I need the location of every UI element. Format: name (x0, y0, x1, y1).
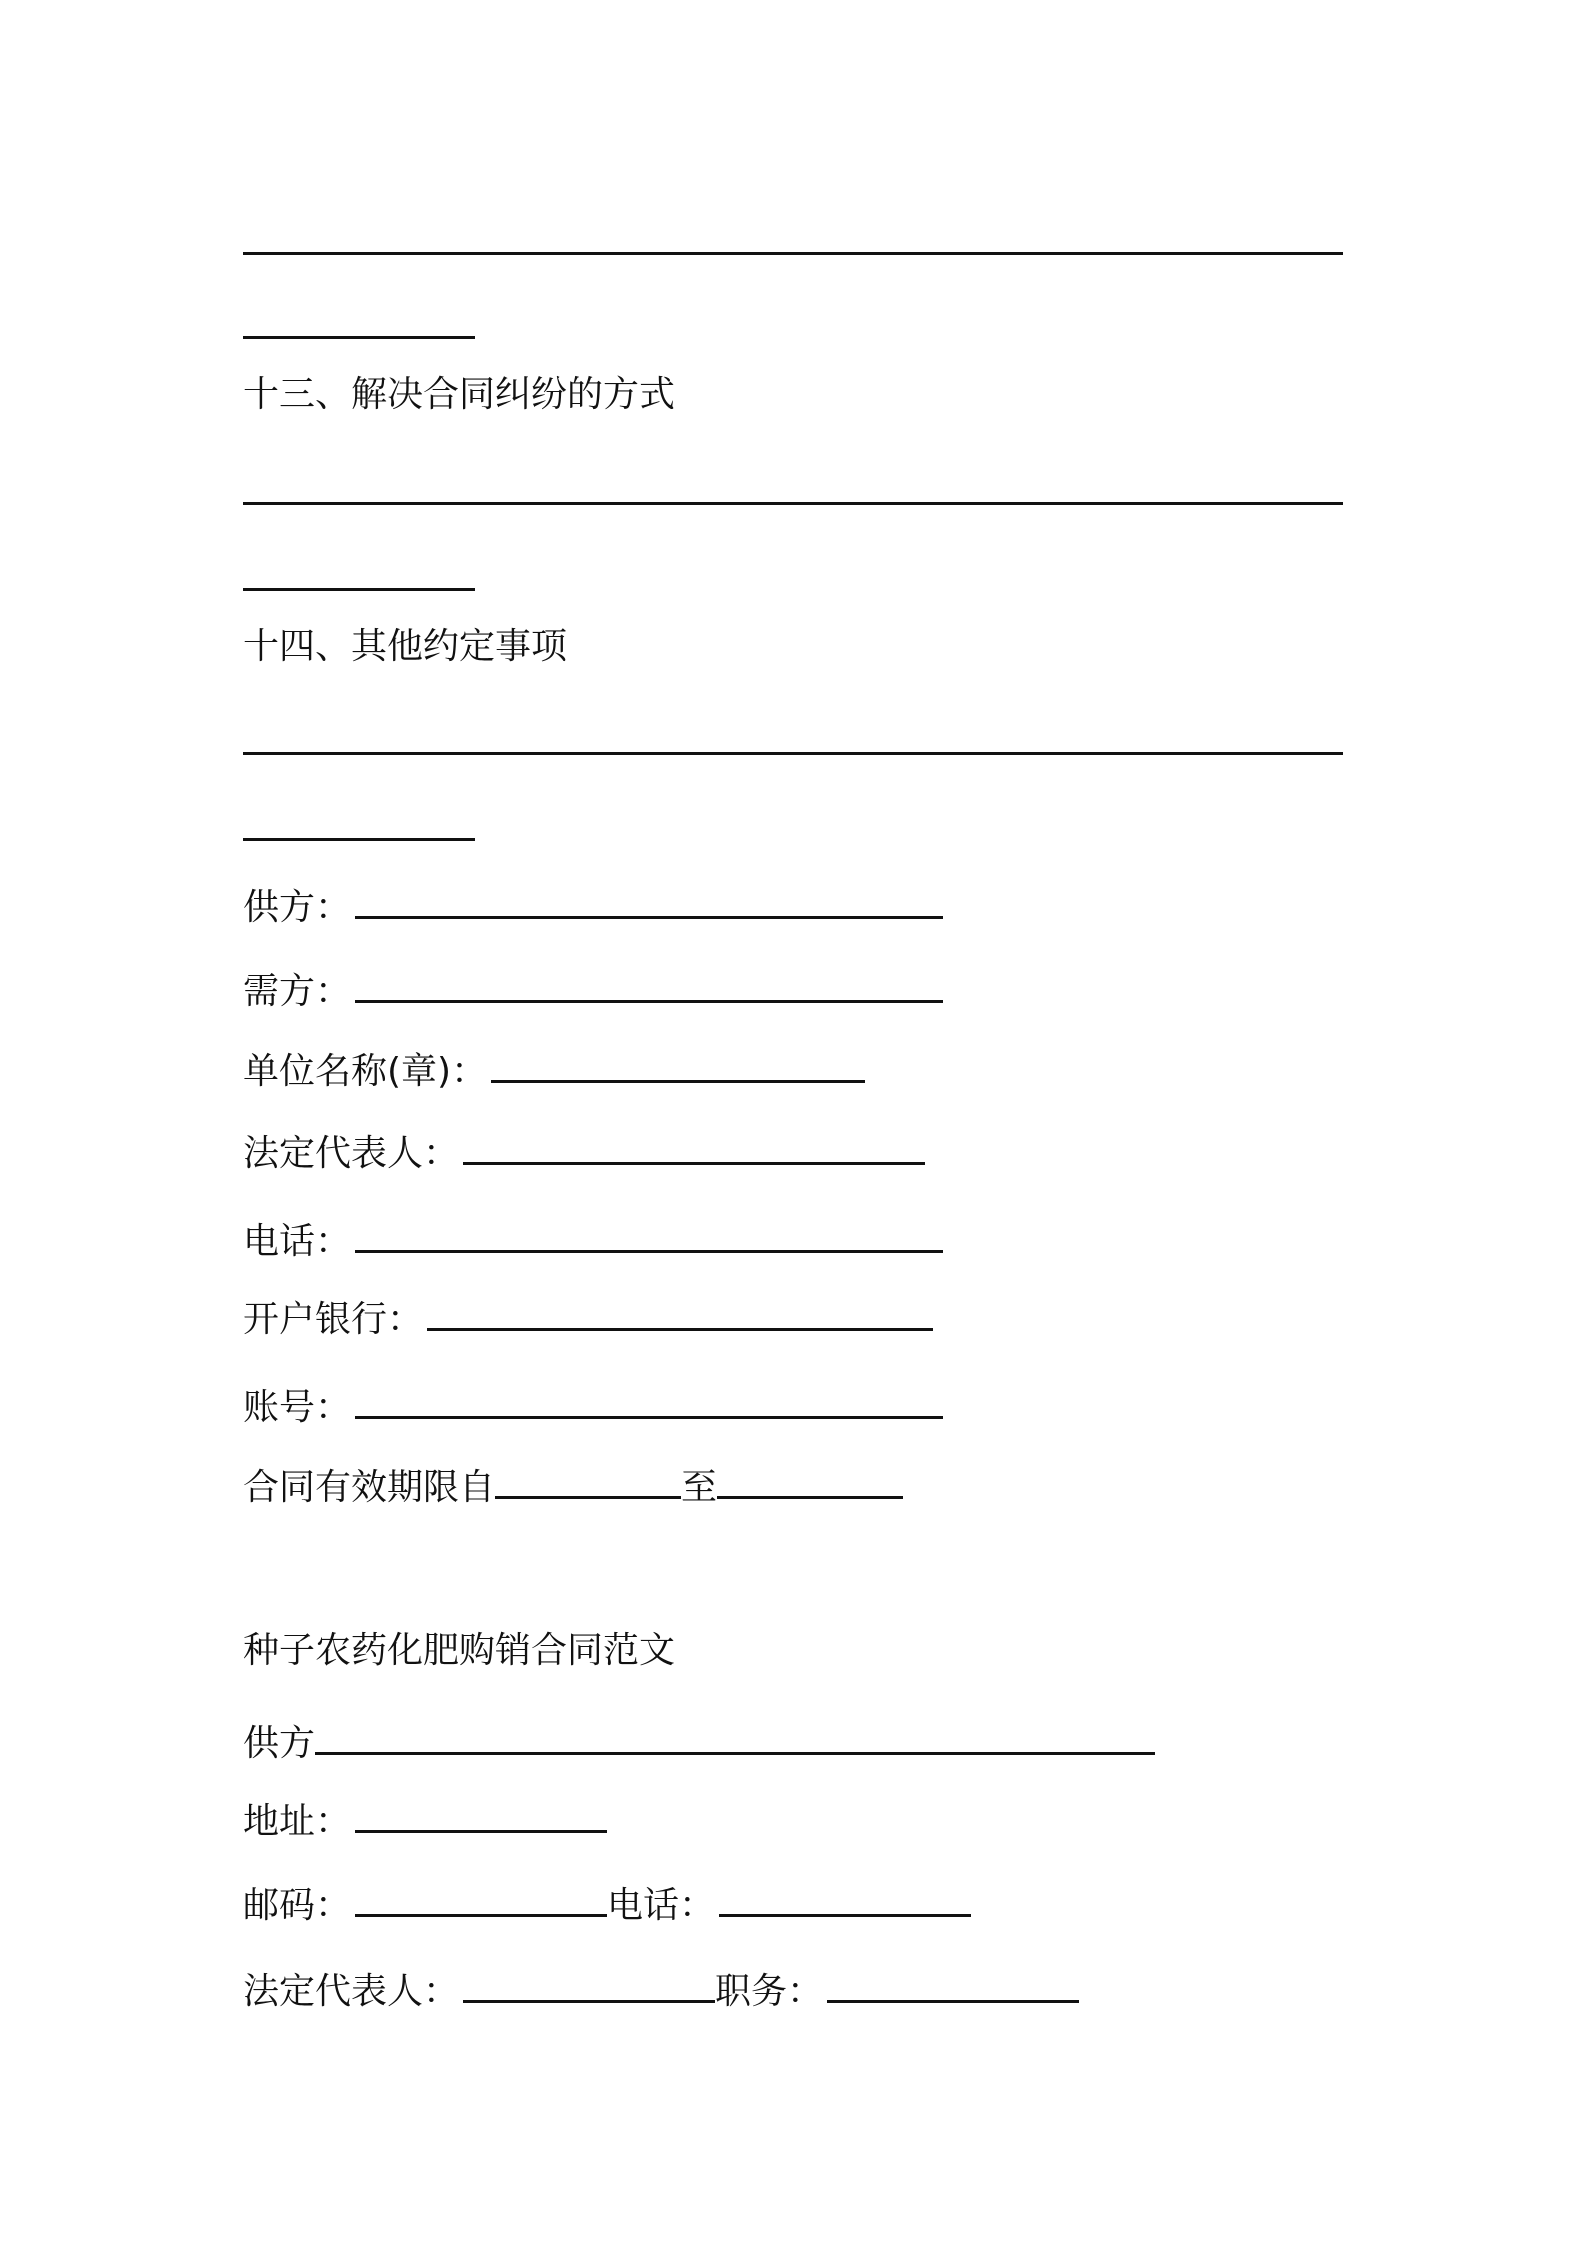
blank-field[interactable] (463, 1128, 925, 1165)
validity-field (243, 1462, 903, 1511)
supplier-field (243, 882, 943, 931)
position-blank[interactable] (827, 1966, 1079, 2003)
contract-title: 种子农药化肥购销合同范文 (243, 1630, 676, 1671)
field-label: 至 (681, 1467, 718, 1508)
postcode-blank[interactable] (355, 1880, 607, 1917)
blank-field[interactable] (491, 1046, 865, 1083)
unit-name-field (243, 1046, 865, 1095)
fill-in-line (243, 336, 475, 339)
address-field (243, 1796, 607, 1845)
section-heading: 十三、解决合同纠纷的方式 (243, 374, 676, 415)
fill-in-line (243, 752, 1343, 755)
field-label: 开户银行： (243, 1299, 424, 1340)
new-supplier-field (243, 1718, 1155, 1767)
field-label: 单位名称(章)： (243, 1051, 488, 1092)
field-label: 需方： (243, 971, 352, 1012)
section-heading: 十四、其他约定事项 (243, 626, 568, 667)
field-label: 供方： (243, 887, 352, 928)
postcode-phone-field (243, 1880, 971, 1929)
buyer-field (243, 966, 943, 1015)
fill-in-line (243, 838, 475, 841)
field-label: 地址： (243, 1801, 352, 1842)
legal-rep-blank[interactable] (463, 1966, 715, 2003)
blank-field[interactable] (355, 966, 943, 1003)
blank-field[interactable] (355, 882, 943, 919)
blank-field[interactable] (355, 1216, 943, 1253)
field-label: 账号： (243, 1387, 352, 1428)
legal-rep-position-field (243, 1966, 1079, 2015)
field-label: 法定代表人： (243, 1971, 460, 2012)
fill-in-line (243, 502, 1343, 505)
blank-field[interactable] (355, 1382, 943, 1419)
blank-field[interactable] (315, 1718, 1155, 1755)
field-label: 供方 (243, 1723, 316, 1764)
phone-field (243, 1216, 943, 1265)
blank-field[interactable] (355, 1796, 607, 1833)
field-label: 电话： (243, 1221, 352, 1262)
fill-in-line (243, 588, 475, 591)
phone-blank[interactable] (719, 1880, 971, 1917)
account-field (243, 1382, 943, 1431)
end-date-blank[interactable] (717, 1462, 903, 1499)
field-label: 电话： (607, 1885, 716, 1926)
legal-rep-field (243, 1128, 925, 1177)
field-label: 职务： (715, 1971, 824, 2012)
field-label: 法定代表人： (243, 1133, 460, 1174)
field-label: 邮码： (243, 1885, 352, 1926)
start-date-blank[interactable] (495, 1462, 681, 1499)
field-label: 合同有效期限自 (243, 1467, 496, 1508)
bank-field (243, 1294, 933, 1343)
fill-in-line (243, 252, 1343, 255)
blank-field[interactable] (427, 1294, 933, 1331)
